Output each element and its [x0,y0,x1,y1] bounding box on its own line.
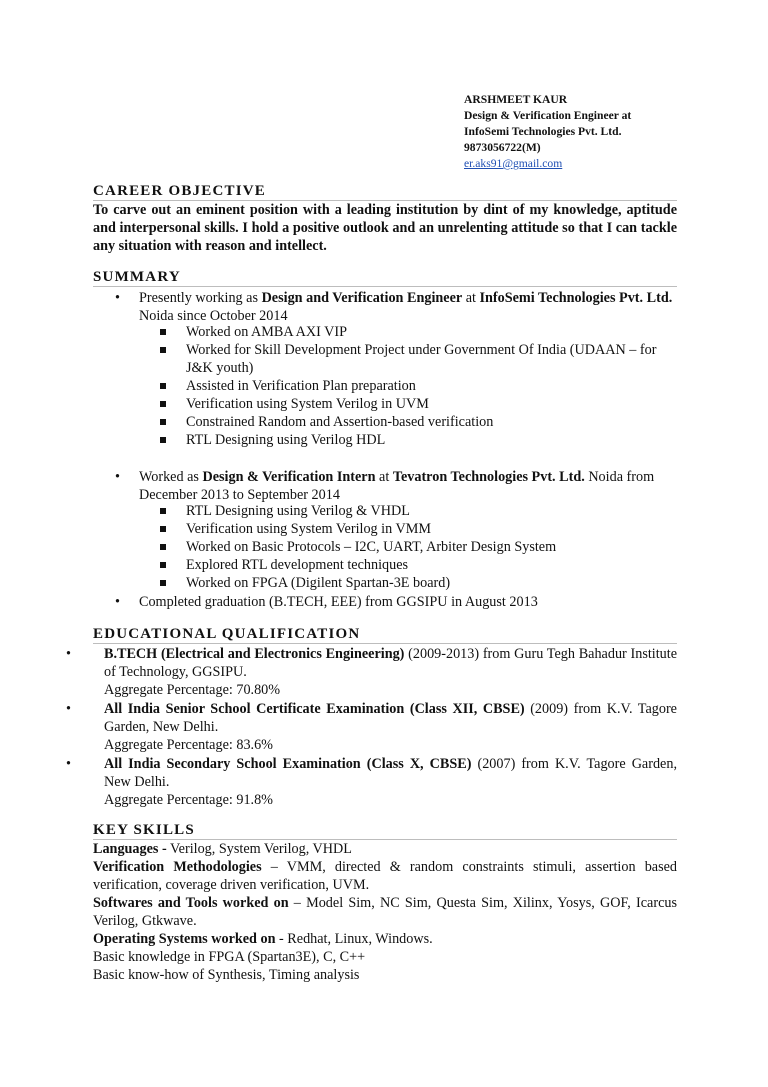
institution-text: (2009) from K.V. Tagore Garden, New Delhi. [104,701,677,735]
skill-label: Softwares and Tools worked on [93,895,289,911]
summary-item-current-job [115,289,677,325]
contact-header [464,92,724,172]
bullet-icon: • [66,646,71,662]
role-text: Design & Verification Intern [202,469,376,485]
list-item-text: RTL Designing using Verilog HDL [186,432,386,448]
summary-item-text [139,289,677,325]
square-bullet-icon [160,329,166,335]
aggregate-text: Aggregate Percentage: 91.8% [104,792,273,808]
education-entry [66,645,677,699]
education-entry [66,755,677,809]
square-bullet-icon [160,347,166,353]
skill-synthesis: Basic know-how of Synthesis, Timing analysis [93,967,360,983]
skill-languages [93,840,677,858]
education-entry-text [104,700,677,736]
education-heading: EDUCATIONAL QUALIFICATION [93,625,677,644]
text-run: Presently working as [139,290,262,306]
bullet-icon: • [115,290,120,306]
company-text: InfoSemi Technologies Pvt. Ltd. [479,290,673,306]
degree-text: All India Secondary School Examination (Class X, CBSE) [104,756,472,772]
square-bullet-icon [160,580,166,586]
company-name: InfoSemi Technologies Pvt. Ltd. [464,125,622,138]
list-item-text: Worked on Basic Protocols – I2C, UART, Arbiter Design System [186,539,557,555]
list-item-text: Worked for Skill Development Project under Government Of India (UDAAN – for J&K youth) [186,342,657,376]
list-item-text: Explored RTL development techniques [186,557,409,573]
education-entry [66,700,677,754]
summary-heading: SUMMARY [93,268,677,287]
square-bullet-icon [160,562,166,568]
bullet-icon: • [115,469,120,485]
square-bullet-icon [160,544,166,550]
skill-value: - Redhat, Linux, Windows. [275,931,433,947]
education-entry-text [104,645,677,681]
skill-verification [93,858,677,894]
institution-text: (2007) from K.V. Tagore Garden, New Delhi. [104,756,677,790]
degree-text: All India Senior School Certificate Examination (Class XII, CBSE) [104,701,525,717]
skill-tools [93,894,677,930]
phone-number: 9873056722(M) [464,141,541,154]
bullet-icon: • [66,701,71,717]
email-link[interactable]: er.aks91@gmail.com [464,157,563,170]
list-item-text: RTL Designing using Verilog & VHDL [186,503,410,519]
square-bullet-icon [160,526,166,532]
skill-label: Languages - [93,841,167,857]
company-text: Tevatron Technologies Pvt. Ltd. [392,469,585,485]
list-item-text: Verification using System Verilog in UVM [186,396,429,412]
skill-value: Verilog, System Verilog, VHDL [166,841,352,857]
text-run: at [462,290,480,306]
aggregate-text: Aggregate Percentage: 70.80% [104,682,281,698]
square-bullet-icon [160,401,166,407]
key-skills-heading: KEY SKILLS [93,821,677,840]
bullet-icon: • [66,756,71,772]
aggregate-text: Aggregate Percentage: 83.6% [104,737,273,753]
institution-text: (2009-2013) from Guru Tegh Bahadur Institute of Technology, GGSIPU. [104,646,677,680]
square-bullet-icon [160,508,166,514]
text-run: Worked as [139,469,203,485]
skill-value: – Model Sim, NC Sim, Questa Sim, Xilinx, Yosys, GOF, Icarcus Verilog, Gtkwave. [93,895,677,929]
text-run: at [375,469,393,485]
skill-label: Operating Systems worked on [93,931,276,947]
bullet-icon: • [115,594,120,610]
career-objective-text: To carve out an eminent position with a leading institution by dint of my knowledge, aptitude and interpersonal skills. I hold a positive outlook and an unrelenting attitude so that I can tackle any situation with reason and intellect. [93,202,677,254]
skill-label: Verification Methodologies [93,859,262,875]
text-run: Noida since October 2014 [139,308,288,324]
list-item-text: Verification using System Verilog in VMM [186,521,431,537]
skill-os [93,930,677,948]
square-bullet-icon [160,383,166,389]
career-objective-heading: CAREER OBJECTIVE [93,182,677,201]
education-entry-text [104,755,677,791]
list-item-text: Constrained Random and Assertion-based verification [186,414,494,430]
summary-item-text: Completed graduation (B.TECH, EEE) from GGSIPU in August 2013 [139,594,538,610]
list-item-text: Assisted in Verification Plan preparation [186,378,416,394]
list-item-text: Worked on AMBA AXI VIP [186,324,347,340]
skill-fpga: Basic knowledge in FPGA (Spartan3E), C, C++ [93,949,366,965]
role-text: Design and Verification Engineer [261,290,463,306]
summary-item-internship [115,468,677,504]
square-bullet-icon [160,437,166,443]
summary-item-text [139,468,677,504]
list-item-text: Worked on FPGA (Digilent Spartan-3E board) [186,575,451,591]
job-title: Design & Verification Engineer at [464,109,632,122]
skill-value: – VMM, directed & random constraints stimuli, assertion based verification, coverage driven verification, UVM. [93,859,677,893]
text-run: Noida from December 2013 to September 2014 [139,469,655,503]
square-bullet-icon [160,419,166,425]
candidate-name: ARSHMEET KAUR [464,93,568,106]
degree-text: B.TECH (Electrical and Electronics Engineering) [104,646,405,662]
summary-item-graduation [115,593,677,611]
